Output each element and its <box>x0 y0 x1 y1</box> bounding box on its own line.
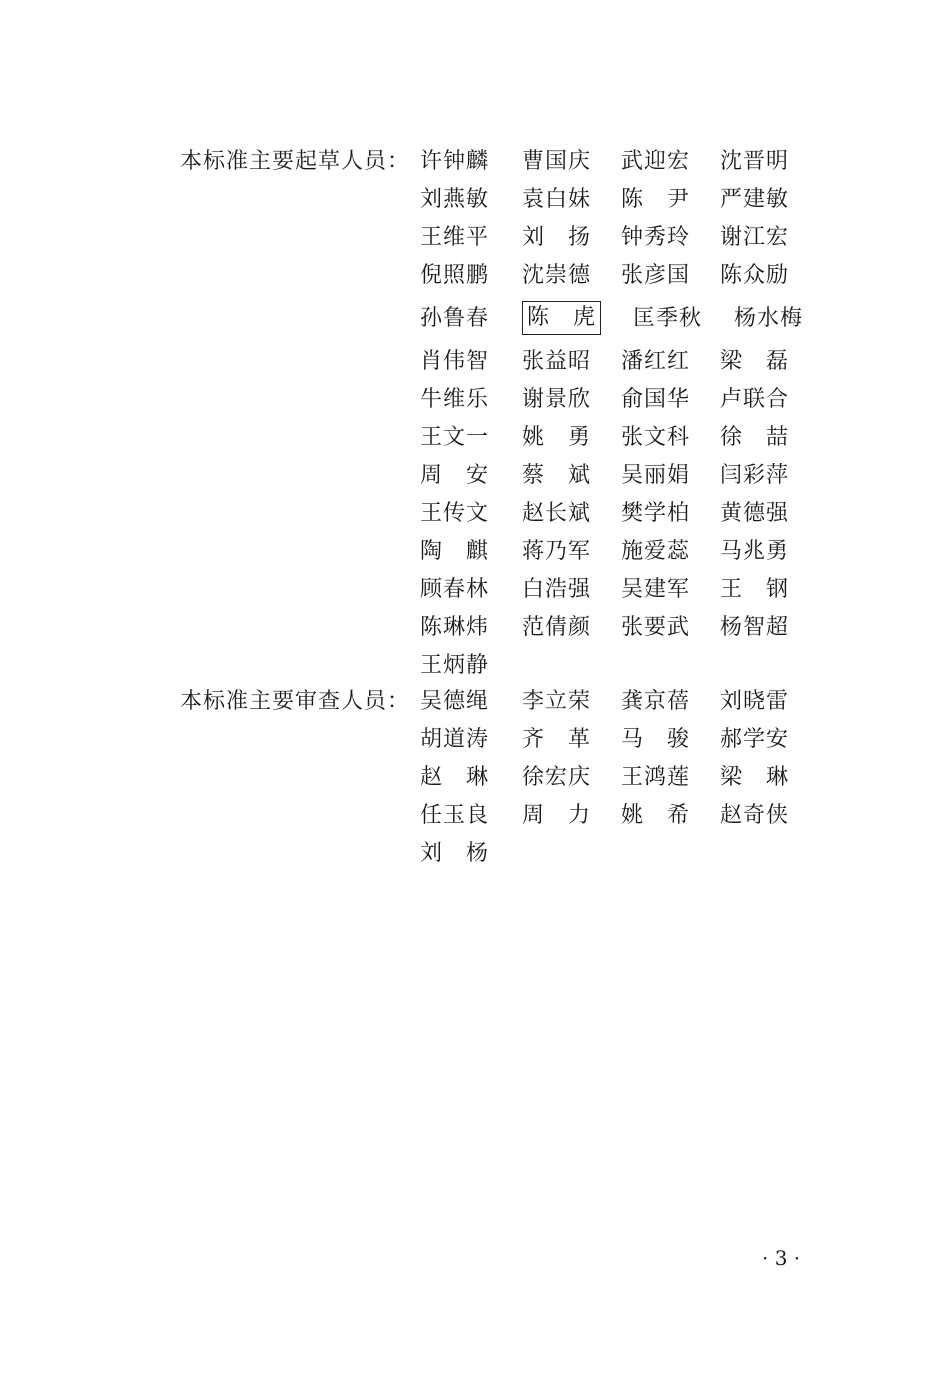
person-name: 姚 勇 <box>522 425 592 450</box>
person-name: 姚 希 <box>621 803 691 828</box>
person-name: 周 安 <box>420 463 490 488</box>
name-row <box>420 835 820 873</box>
name-row <box>420 257 820 295</box>
boxed-person-name: 陈 虎 <box>522 301 601 335</box>
name-row <box>420 219 820 257</box>
person-name: 马 骏 <box>621 727 691 752</box>
person-name: 潘红红 <box>621 349 691 374</box>
person-name: 张彦国 <box>621 263 691 288</box>
person-name: 武迎宏 <box>621 149 691 174</box>
person-name: 陈 尹 <box>621 187 691 212</box>
reviewers-name-list <box>420 683 820 873</box>
person-name: 吴丽娟 <box>621 463 691 488</box>
person-name: 蒋乃军 <box>522 539 592 564</box>
person-name: 杨水梅 <box>734 306 804 331</box>
person-name: 范倩颜 <box>522 615 592 640</box>
person-name: 王炳静 <box>420 653 490 678</box>
person-name: 袁白妹 <box>522 187 592 212</box>
person-name: 严建敏 <box>720 187 790 212</box>
person-name: 赵 琳 <box>420 765 490 790</box>
person-name: 蔡 斌 <box>522 463 592 488</box>
person-name: 曹国庆 <box>522 149 592 174</box>
person-name: 王传文 <box>420 501 490 526</box>
drafters-label: 本标准主要起草人员： <box>180 149 411 174</box>
name-row <box>420 143 820 181</box>
name-row <box>420 683 820 721</box>
name-row <box>420 295 820 343</box>
person-name: 李立荣 <box>522 689 592 714</box>
person-name: 赵奇侠 <box>720 803 790 828</box>
person-name: 倪照鹏 <box>420 263 490 288</box>
name-row <box>420 343 820 381</box>
name-row <box>420 571 820 609</box>
person-name: 沈晋明 <box>720 149 790 174</box>
person-name: 任玉良 <box>420 803 490 828</box>
person-name: 王 钢 <box>720 577 790 602</box>
name-row <box>420 759 820 797</box>
person-name: 张文科 <box>621 425 691 450</box>
person-name: 施爱蕊 <box>621 539 691 564</box>
name-row <box>420 647 820 685</box>
person-name: 谢江宏 <box>720 225 790 250</box>
person-name: 白浩强 <box>522 577 592 602</box>
person-name: 梁 琳 <box>720 765 790 790</box>
person-name: 胡道涛 <box>420 727 490 752</box>
name-row <box>420 609 820 647</box>
name-row <box>420 457 820 495</box>
drafters-name-list <box>420 143 820 685</box>
person-name: 刘 杨 <box>420 841 490 866</box>
person-name: 王维平 <box>420 225 490 250</box>
person-name: 张要武 <box>621 615 691 640</box>
person-name: 沈崇德 <box>522 263 592 288</box>
person-name: 肖伟智 <box>420 349 490 374</box>
person-name: 马兆勇 <box>720 539 790 564</box>
person-name: 郝学安 <box>720 727 790 752</box>
person-name: 徐宏庆 <box>522 765 592 790</box>
person-name: 孙鲁春 <box>420 306 490 331</box>
person-name: 匡季秋 <box>633 306 703 331</box>
person-name: 刘 扬 <box>522 225 592 250</box>
name-row <box>420 419 820 457</box>
person-name: 吴建军 <box>621 577 691 602</box>
person-name: 梁 磊 <box>720 349 790 374</box>
person-name: 刘燕敏 <box>420 187 490 212</box>
person-name: 齐 革 <box>522 727 592 752</box>
person-name: 黄德强 <box>720 501 790 526</box>
person-name: 徐 喆 <box>720 425 790 450</box>
person-name: 杨智超 <box>720 615 790 640</box>
name-row <box>420 381 820 419</box>
person-name: 顾春林 <box>420 577 490 602</box>
person-name: 吴德绳 <box>420 689 490 714</box>
person-name: 陈琳炜 <box>420 615 490 640</box>
person-name: 谢景欣 <box>522 387 592 412</box>
person-name: 张益昭 <box>522 349 592 374</box>
person-name: 牛维乐 <box>420 387 490 412</box>
reviewers-label: 本标准主要审查人员： <box>180 689 411 714</box>
person-name: 周 力 <box>522 803 592 828</box>
person-name: 王文一 <box>420 425 490 450</box>
person-name: 闫彩萍 <box>720 463 790 488</box>
person-name: 樊学柏 <box>621 501 691 526</box>
person-name: 卢联合 <box>720 387 790 412</box>
person-name: 俞国华 <box>621 387 691 412</box>
person-name: 钟秀玲 <box>621 225 691 250</box>
person-name: 赵长斌 <box>522 501 592 526</box>
name-row <box>420 533 820 571</box>
person-name: 陈众励 <box>720 263 790 288</box>
person-name: 刘晓雷 <box>720 689 790 714</box>
person-name: 龚京蓓 <box>621 689 691 714</box>
person-name: 许钟麟 <box>420 149 490 174</box>
person-name: 陶 麒 <box>420 539 490 564</box>
name-row <box>420 721 820 759</box>
person-name: 王鸿莲 <box>621 765 691 790</box>
name-row <box>420 495 820 533</box>
name-row <box>420 797 820 835</box>
name-row <box>420 181 820 219</box>
page-number: · 3 · <box>762 1246 801 1270</box>
